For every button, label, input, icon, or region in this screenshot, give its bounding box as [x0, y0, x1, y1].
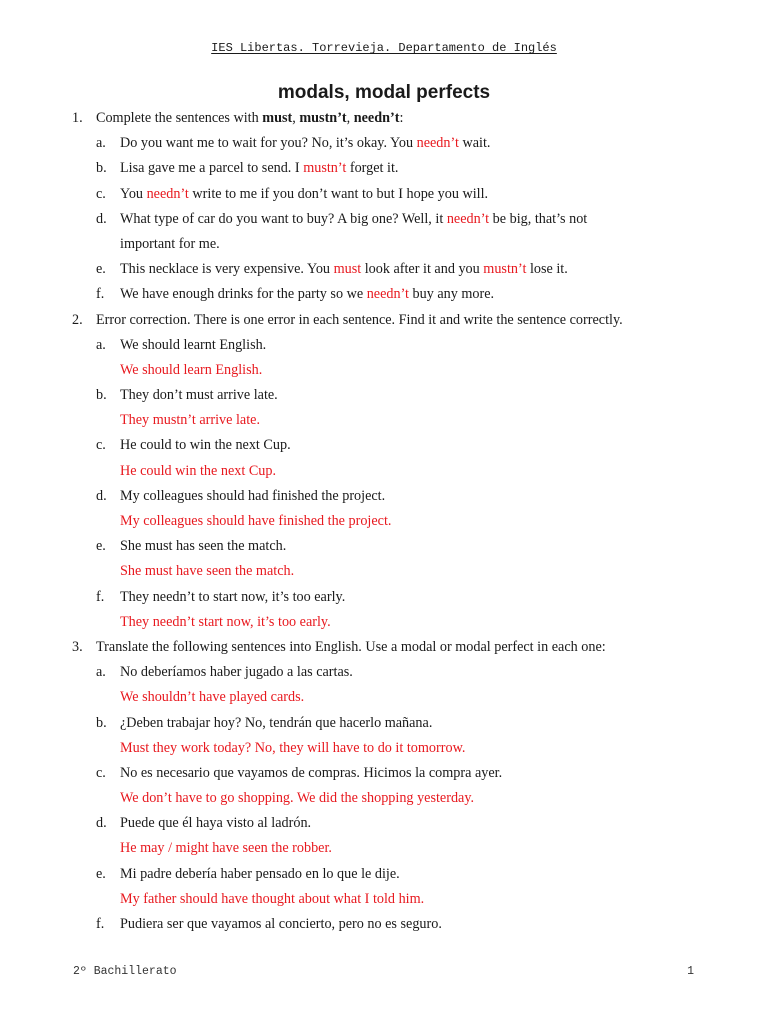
item-letter: a. — [96, 135, 106, 152]
item-sentence — [120, 282, 494, 307]
item-sentence: No deberíamos haber jugado a las cartas. — [120, 664, 353, 681]
q1-item-d — [0, 207, 768, 232]
item-letter: d. — [96, 815, 107, 832]
answer-text: My father should have thought about what I told him. — [120, 890, 425, 907]
item-letter: a. — [96, 336, 106, 353]
item-sentence: ¿Deben trabajar hoy? No, tendrán que hacerlo mañana. — [120, 714, 433, 731]
page-header — [0, 41, 768, 55]
sentence-part: lose it. — [526, 261, 568, 278]
q2-item-d — [0, 484, 768, 509]
item-letter: b. — [96, 387, 107, 404]
keyword-neednt: needn’t — [353, 110, 400, 126]
q3-item-d — [0, 811, 768, 836]
sentence-part: Do you want me to wait for you? No, it’s okay. You — [120, 135, 417, 152]
answer-text: She must have seen the match. — [120, 563, 295, 580]
q1-item-a — [0, 131, 768, 156]
header-title: IES Libertas. Torrevieja. Departamento de Inglés — [211, 41, 557, 55]
answer-text: We don’t have to go shopping. We did the shopping yesterday. — [120, 790, 475, 807]
item-sentence — [120, 156, 398, 181]
item-sentence: Pudiera ser que vayamos al concierto, pero no es seguro. — [120, 916, 442, 932]
answer-text: needn’t — [446, 210, 490, 227]
q3-item-c — [0, 761, 768, 786]
question-number: 2. — [72, 311, 83, 328]
item-sentence: No es necesario que vayamos de compras. Hicimos la compra ayer. — [120, 764, 503, 781]
item-sentence — [120, 131, 490, 156]
q1-item-d-continuation — [0, 232, 768, 257]
item-sentence: She must has seen the match. — [120, 538, 287, 555]
item-sentence: They needn’t to start now, it’s too early. — [120, 588, 346, 605]
answer-text: He could win the next Cup. — [120, 462, 277, 479]
answer-text: They needn’t start now, it’s too early. — [120, 613, 331, 630]
item-letter: f. — [96, 286, 105, 303]
q2-answer-c — [0, 459, 768, 484]
item-letter: f. — [96, 588, 105, 605]
question-instruction: Error correction. There is one error in each sentence. Find it and write the sentence correctly. — [96, 311, 623, 328]
q3-answer-e — [0, 887, 768, 912]
item-sentence: We should learnt English. — [120, 336, 267, 353]
item-letter: f. — [96, 916, 105, 932]
item-sentence: Mi padre debería haber pensado en lo que le dije. — [120, 865, 400, 882]
item-sentence: My colleagues should had finished the project. — [120, 487, 386, 504]
item-sentence — [120, 182, 488, 207]
q2-answer-d — [0, 509, 768, 534]
q3-answer-a — [0, 685, 768, 710]
question-instruction — [96, 106, 403, 131]
item-letter: e. — [96, 261, 106, 278]
item-sentence: They don’t must arrive late. — [120, 387, 278, 404]
item-letter: c. — [96, 185, 106, 202]
answer-text: He may / might have seen the robber. — [120, 840, 332, 857]
footer-page-number: 1 — [687, 965, 694, 978]
q2-answer-f — [0, 610, 768, 635]
separator: , — [346, 110, 354, 126]
item-sentence — [120, 257, 568, 282]
q3-answer-b — [0, 736, 768, 761]
q3-item-a — [0, 660, 768, 685]
answer-text: needn’t — [146, 185, 189, 202]
question-number: 1. — [72, 110, 83, 126]
question-instruction: Translate the following sentences into English. Use a modal or modal perfect in each one: — [96, 638, 606, 655]
sentence-part: look after it and you — [361, 261, 484, 278]
item-sentence: Puede que él haya visto al ladrón. — [120, 815, 312, 832]
item-letter: a. — [96, 664, 106, 681]
answer-text: We shouldn’t have played cards. — [120, 689, 305, 706]
q2-answer-e — [0, 559, 768, 584]
question-3 — [0, 635, 768, 660]
q2-answer-a — [0, 358, 768, 383]
q1-item-b — [0, 156, 768, 181]
q2-answer-b — [0, 408, 768, 433]
footer-course-label: 2º Bachillerato — [73, 965, 177, 978]
q2-item-e — [0, 534, 768, 559]
sentence-part: What type of car do you want to buy? A big one? Well, it — [120, 210, 447, 227]
item-sentence: He could to win the next Cup. — [120, 437, 291, 454]
q3-answer-d — [0, 836, 768, 861]
sentence-part: write to me if you don’t want to but I hope you will. — [188, 185, 489, 202]
instruction-text: Complete the sentences with — [96, 110, 263, 126]
sentence-part: We have enough drinks for the party so we — [120, 286, 367, 303]
answer-text: needn’t — [416, 135, 459, 152]
question-number: 3. — [72, 638, 83, 655]
colon: : — [399, 110, 404, 126]
q3-item-b — [0, 711, 768, 736]
sentence-part: be big, that’s not — [489, 210, 588, 227]
item-letter: e. — [96, 865, 106, 882]
sentence-part: You — [120, 185, 147, 202]
sentence-part: wait. — [458, 135, 491, 152]
answer-text: needn’t — [366, 286, 409, 303]
keyword-must: must — [262, 110, 293, 126]
q3-answer-c — [0, 786, 768, 811]
item-letter: d. — [96, 487, 107, 504]
worksheet-content — [0, 106, 768, 937]
separator: , — [292, 110, 300, 126]
q3-item-f — [0, 912, 768, 937]
page-title: modals, modal perfects — [277, 82, 491, 103]
item-sentence-continuation: important for me. — [120, 235, 220, 252]
answer-text: They mustn’t arrive late. — [120, 412, 260, 429]
answer-text: Must they work today? No, they will have to do it tomorrow. — [120, 739, 466, 756]
sentence-part: forget it. — [346, 160, 399, 177]
question-2 — [0, 308, 768, 333]
q2-item-a — [0, 333, 768, 358]
sentence-part: This necklace is very expensive. You — [120, 261, 334, 278]
keyword-mustnt: mustn’t — [299, 110, 347, 126]
sentence-part: buy any more. — [408, 286, 495, 303]
q3-item-e — [0, 862, 768, 887]
item-letter: d. — [96, 210, 107, 227]
sentence-part: Lisa gave me a parcel to send. I — [120, 160, 304, 177]
q2-item-f — [0, 585, 768, 610]
item-letter: e. — [96, 538, 106, 555]
answer-text: My colleagues should have finished the project. — [120, 513, 392, 529]
item-letter: b. — [96, 160, 107, 177]
answer-text: We should learn English. — [120, 361, 263, 378]
item-letter: c. — [96, 764, 106, 781]
item-sentence — [120, 207, 587, 232]
answer-text: mustn’t — [303, 160, 347, 177]
q1-item-c — [0, 182, 768, 207]
answer-text: mustn’t — [483, 261, 527, 278]
item-letter: b. — [96, 714, 107, 731]
q1-item-e — [0, 257, 768, 282]
q2-item-c — [0, 433, 768, 458]
answer-text: must — [333, 261, 362, 278]
q1-item-f — [0, 282, 768, 307]
q2-item-b — [0, 383, 768, 408]
item-letter: c. — [96, 437, 106, 454]
question-1 — [0, 106, 768, 131]
